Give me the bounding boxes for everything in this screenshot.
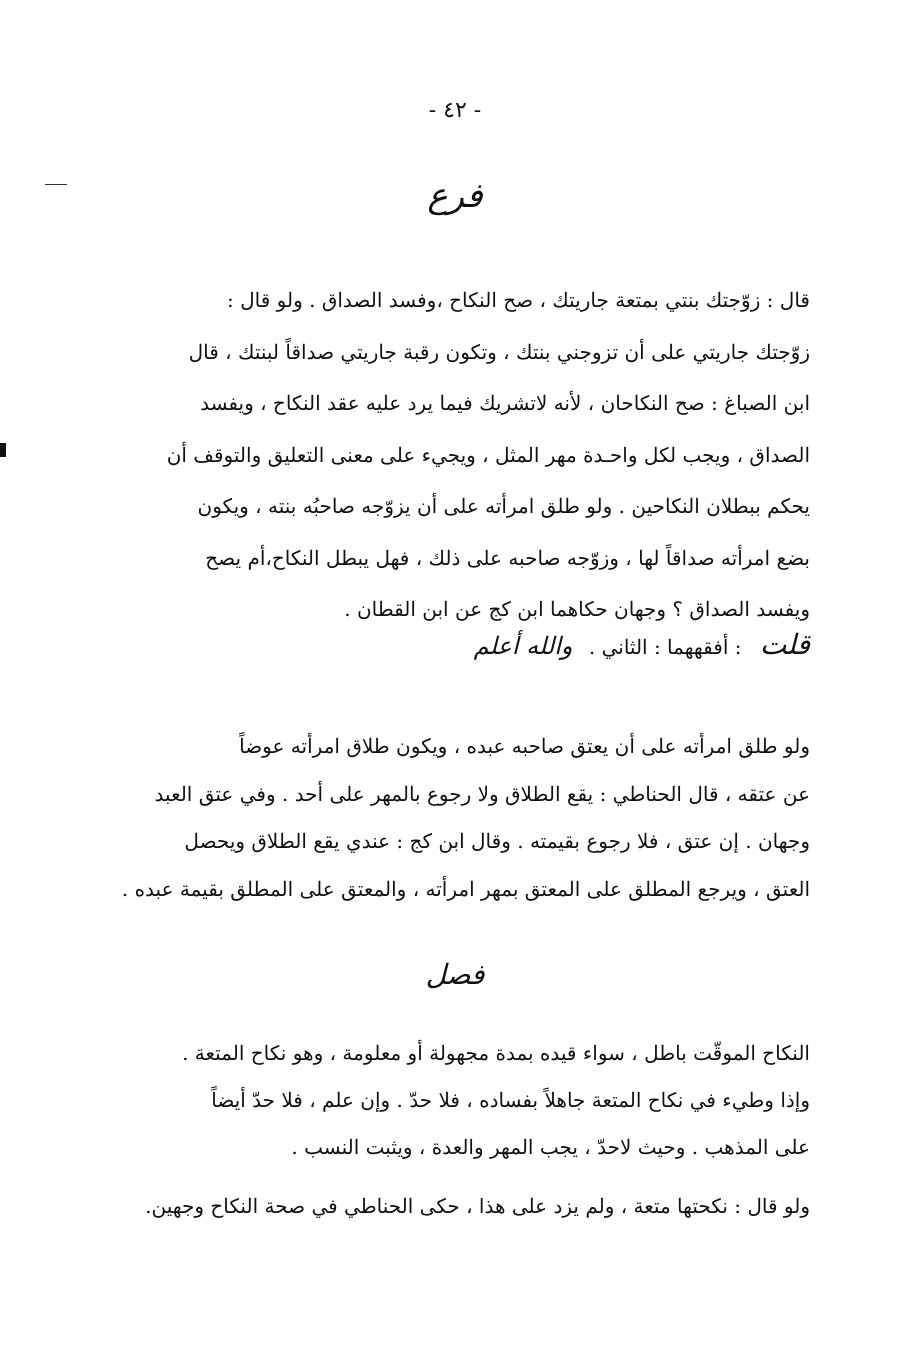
paragraph-3 bbox=[80, 1030, 810, 1171]
text-line: ولو قال : نكحتها متعة ، ولم يزد على هذا ، حكى الحناطي في صحة النكاح وجهين. bbox=[145, 1194, 810, 1218]
text-line: وجهان . إن عتق ، فلا رجوع بقيمته . وقال ابن كج : عندي يقع الطلاق ويحصل bbox=[184, 829, 810, 853]
note-label: قلت bbox=[759, 628, 810, 661]
text-line: ولو طلق امرأته على أن يعتق صاحبه عبده ، ويكون طلاق امرأته عوضاً bbox=[239, 734, 810, 758]
text-line: بضع امرأته صداقاً لها ، وزوّجه صاحبه على ذلك ، فهل يبطل النكاح،أم يصح bbox=[205, 545, 810, 570]
text-line: ويفسد الصداق ؟ وجهان حكاهما ابن كج عن ابن القطان . bbox=[344, 597, 810, 621]
text-line: على المذهب . وحيث لاحدّ ، يجب المهر والعدة ، ويثبت النسب . bbox=[291, 1135, 810, 1159]
paragraph-2 bbox=[80, 723, 810, 913]
note-text: : أفقههما : الثاني . bbox=[588, 635, 742, 659]
section-heading-far: فرع bbox=[427, 176, 483, 216]
note-closing: والله أعلم bbox=[473, 632, 573, 660]
text-line: ابن الصباغ : صح النكاحان ، لأنه لاتشريك فيما يرد عليه عقد النكاح ، ويفسد bbox=[200, 391, 810, 415]
page-number: - ٤٢ - bbox=[428, 98, 482, 123]
text-line: وإذا وطيء في نكاح المتعة جاهلاً بفساده ، فلا حدّ . وإن علم ، فلا حدّ أيضاً bbox=[211, 1088, 810, 1112]
text-line: زوّجتك جاريتي على أن تزوجني بنتك ، وتكون رقبة جاريتي صداقاً لبنتك ، قال bbox=[188, 339, 810, 364]
paragraph-4 bbox=[80, 1183, 810, 1230]
text-line: النكاح الموقّت باطل ، سواء قيده بمدة مجهولة أو معلومة ، وهو نكاح المتعة . bbox=[182, 1041, 810, 1065]
text-line: قال : زوّجتك بنتي بمتعة جاريتك ، صح النكاح ،وفسد الصداق . ولو قال : bbox=[227, 288, 810, 312]
edge-mark bbox=[0, 443, 6, 457]
text-line: الصداق ، ويجب لكل واحـدة مهر المثل ، ويجيء على معنى التعليق والتوقف أن bbox=[166, 442, 810, 467]
text-line: العتق ، ويرجع المطلق على المعتق بمهر امرأته ، والمعتق على المطلق بقيمة عبده . bbox=[121, 876, 810, 901]
text-line: يحكم ببطلان النكاحين . ولو طلق امرأته على أن يزوّجه صاحبُه بنته ، ويكون bbox=[197, 494, 810, 518]
text-line: عن عتقه ، قال الحناطي : يقع الطلاق ولا رجوع بالمهر على أحد . وفي عتق العبد bbox=[154, 781, 810, 806]
author-note bbox=[80, 628, 810, 688]
section-heading-fasl: فصل bbox=[425, 958, 485, 991]
paragraph-1 bbox=[80, 275, 810, 636]
